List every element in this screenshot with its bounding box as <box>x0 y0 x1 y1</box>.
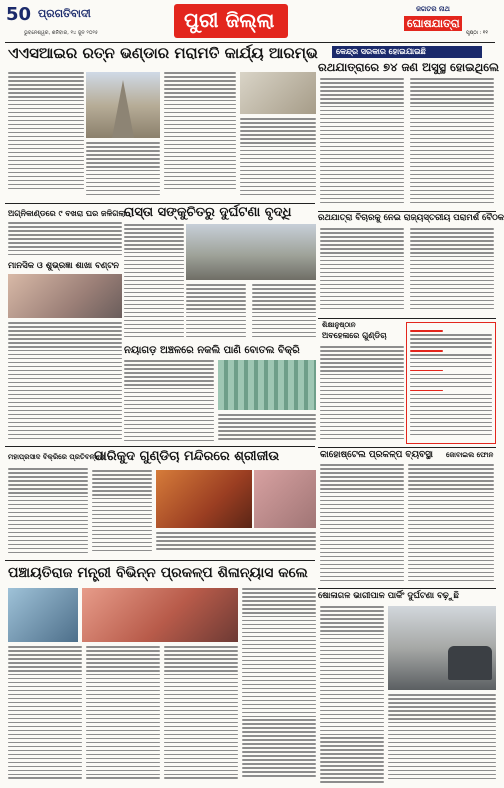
row-rule-2 <box>318 211 496 212</box>
minister-text-col0 <box>242 588 316 784</box>
temple-second-photo <box>254 470 316 528</box>
road-text-col2 <box>186 284 246 342</box>
right-bullet-text <box>410 330 492 440</box>
temple-photo <box>86 72 160 138</box>
festival-line1: ଜଗତର ନାଥ <box>416 5 450 13</box>
parking-photo <box>388 606 496 690</box>
bottle-text-col1 <box>124 360 214 444</box>
road-text-col3 <box>252 284 316 342</box>
temple-deity-photo <box>156 470 252 528</box>
dateline: ଭୁବନେଶ୍ୱର, ଶନିବାର, ୧୪ ଜୁନ ୨୦୨୫ <box>24 30 99 36</box>
parking-text-col1 <box>320 606 384 786</box>
page-label: ପୃଷ୍ଠା : ୧୧ <box>466 30 488 36</box>
temple-text-col1 <box>92 470 152 556</box>
temple-text-col2 <box>156 532 316 556</box>
masthead-rule <box>5 42 495 43</box>
row-rule-6 <box>318 588 496 589</box>
bottle-headline: ନୟାଗଡ଼ ଅଞ୍ଚଳରେ ନକଲି ପାଣି ବୋତଲ ବିକ୍ରି <box>124 345 300 356</box>
health-photo <box>8 274 122 318</box>
row-rule-3 <box>318 318 496 319</box>
right-top-text-col1 <box>320 78 404 208</box>
right-top-headline: ରଥଯାତ୍ରାରେ ୭୪ ଜଣ ଅସୁସ୍ଥ ହୋଇଥିଲେ <box>318 60 500 74</box>
lead-text-col2 <box>164 72 236 200</box>
left-col-text <box>8 468 88 556</box>
mid-right-col1 <box>320 228 404 312</box>
parking-headline: ଷୋଳାଗଳ ଭାଗୀପାଳ ପାର୍କିଂ ଦୁର୍ଘଟଣା ବଢ଼ୁଛି <box>318 591 459 601</box>
right-top-kicker: କେନ୍ଦ୍ର ସରକାର ହୋଇଯାଇଛି <box>336 47 426 56</box>
bottle-text-col2 <box>218 414 316 444</box>
lead-text-col3 <box>240 118 316 200</box>
minister-text-col2 <box>86 646 160 784</box>
minister-headline: ପଞ୍ଚାୟତିରାଜ ମନ୍ତ୍ରୀ ବିଭିନ୍ନ ପ୍ରକଳ୍ପ ଶିଳାନ୍ୟାସ କଲେ <box>8 565 308 581</box>
road-text-col1 <box>124 224 184 342</box>
minister-text-col3 <box>164 646 238 784</box>
left-col-headline: ମହାପ୍ରସାଦ ବିକ୍ରିରେ ପ୍ରତିବନ୍ଧକ <box>8 453 105 461</box>
strip-col2 <box>408 464 494 584</box>
side-kicker: ଅଗ୍ନିକାଣ୍ଡରେ ୯ ବଖରା ଘର ଜଳିଗଲା <box>8 209 126 218</box>
mid-right-headline: ରଥଯାତ୍ରା ବିଚାରକୁ ନେଇ ରାଜ୍ୟସ୍ତରୀୟ ପରାମର୍ଶ ବୈଠକ <box>318 213 504 223</box>
car-shape <box>448 646 492 680</box>
school-text <box>320 346 404 442</box>
right-box-headline: ଜୋବାଇଲ ଫୋନ <box>446 451 494 459</box>
row-rule-1 <box>5 203 315 204</box>
temple-spire <box>112 80 134 138</box>
health-text <box>8 322 122 442</box>
anniversary-logo: 50 <box>6 4 32 25</box>
row-rule-5 <box>5 446 315 447</box>
lead-inset-photo <box>240 72 316 114</box>
school-kicker: ଶିକ୍ଷାନୁଷ୍ଠାନ <box>322 321 356 329</box>
minister-photo-2 <box>82 588 238 642</box>
parking-text-col2 <box>388 694 496 786</box>
festival-logo <box>404 6 462 36</box>
school-headline: ଅବହେଳାରେ ଗୁଣ୍ଡିଚା <box>322 331 387 340</box>
festival-line2: ଘୋଷଯାତ୍ରା <box>404 16 462 31</box>
road-photo <box>186 224 316 280</box>
side-text <box>8 222 122 258</box>
minister-text-col1 <box>8 646 82 784</box>
strip-col1 <box>320 464 404 584</box>
right-top-text-col2 <box>410 78 494 208</box>
mid-right-col2 <box>410 228 494 312</box>
health-headline: ମାନସିକ ଓ ଶୁଭ୍ରଜ୍ଞା ଶାଖା ବଣ୍ଟନ <box>8 261 120 271</box>
lead-text-col1b <box>86 142 160 200</box>
masthead <box>0 0 500 44</box>
lead-text-col1 <box>8 72 84 200</box>
lead-headline: ଏଏସଆଇର ରତ୍ନ ଭଣ୍ଡାର ମରାମତି କାର୍ଯ୍ୟ ଆରମ୍ଭ <box>8 44 318 62</box>
row-rule-4 <box>318 447 496 448</box>
section-title: ପୁରୀ ଜିଲ୍ଲା <box>184 8 275 32</box>
road-headline: ରାସ୍ତା ସଙ୍କୁଚିତରୁ ଦୁର୍ଘଟଣା ବୃଦ୍ଧି <box>124 205 292 220</box>
strip-headline: କାହୋଷ୍ଟେଲ ପ୍ରକଳ୍ପ ବ୍ୟବସ୍ଥା <box>320 450 433 460</box>
paper-name: ପ୍ରଗତିବାଦୀ <box>38 7 91 20</box>
bottle-photo <box>218 360 316 410</box>
minister-photo-1 <box>8 588 78 642</box>
temple-headline: ପାରିକୁଦ ଗୁଣ୍ଡିଚା ମନ୍ଦିରରେ ଶ୍ରୀଜୀଉ <box>94 449 280 464</box>
row-rule-7 <box>5 560 315 561</box>
